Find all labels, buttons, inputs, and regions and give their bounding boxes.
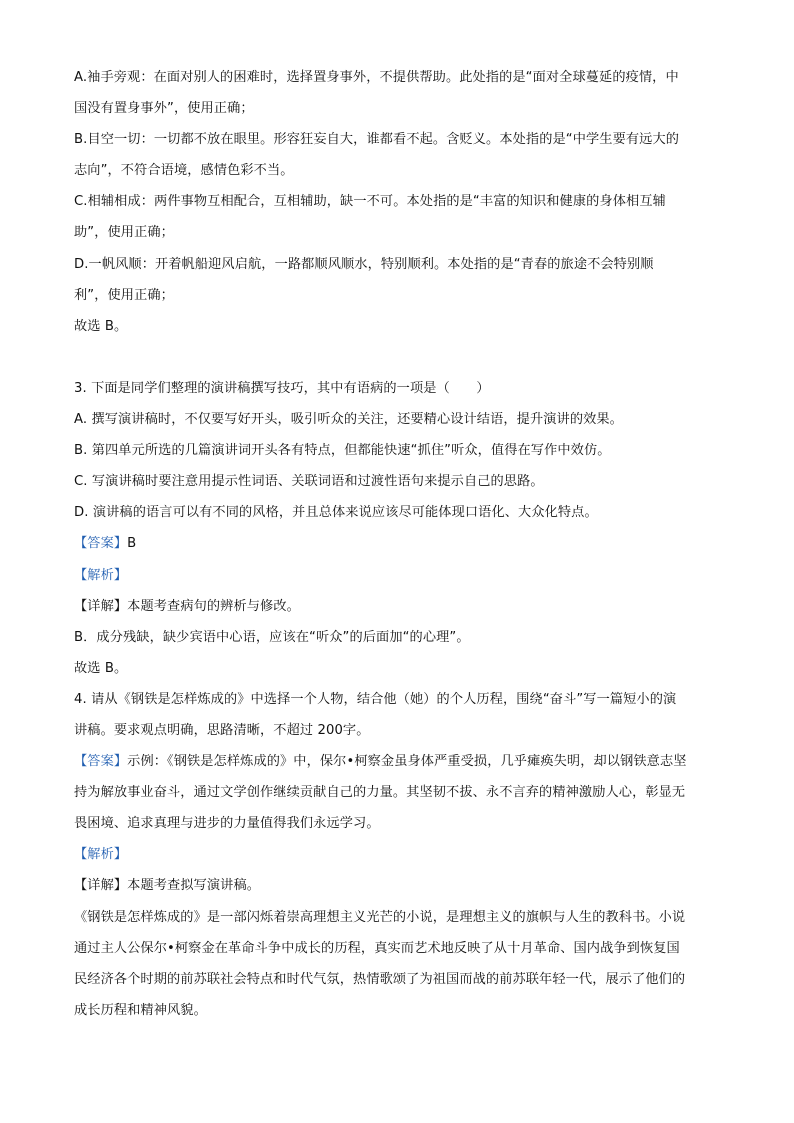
analysis-line-d1: D.一帆风顺：开着帆船迎风启航，一路都顺风顺水，特别顺利。本处指的是“青春的旅途不会特别顺	[74, 256, 654, 272]
q3-option-a: A. 撰写演讲稿时，不仅要写好开头，吸引听众的关注，还要精心设计结语，提升演讲的效果。	[74, 412, 623, 428]
q4-answer-line-1	[74, 746, 724, 777]
q4-detail	[74, 870, 724, 901]
q3-analysis-heading	[74, 560, 724, 591]
detail-tag: 【 详解 】	[74, 878, 127, 893]
analysis-line-c2: 助”，使用正确；	[74, 225, 174, 241]
analysis-tag: 【 解析 】	[74, 568, 127, 583]
q4-analysis-heading	[74, 839, 724, 870]
q3-explanation: B．成分残缺，缺少宾语中心语，应该在“听众”的后面加“的心理”。	[74, 629, 470, 645]
q4-stem-line-2: 讲稿。要求观点明确，思路清晰，不超过 200字。	[74, 722, 370, 738]
answer-tag: 【 答案 】	[74, 536, 127, 551]
answer-value: B	[127, 536, 137, 552]
analysis-line-a2: 国没有置身事外”，使用正确；	[74, 101, 254, 117]
answer-text: 示例：《钢铁是怎样炼成的》中，保尔•柯察金虽身体严重受损，几乎瘫痪失明，却以钢铁意志坚	[127, 754, 687, 770]
analysis-line-b2: 志向”，不符合语境，感情色彩不当。	[74, 163, 294, 179]
q4-body-line-3: 民经济各个时期的前苏联社会特点和时代气氛，热情歌颂了为祖国而战的前苏联年轻一代，展示了他们的	[74, 971, 686, 987]
detail-tag: 【 详解 】	[74, 599, 127, 614]
q3-option-c: C. 写演讲稿时要注意用提示性词语、关联词语和过渡性语句来提示自己的思路。	[74, 474, 544, 490]
q3-option-b: B. 第四单元所选的几篇演讲词开头各有特点，但都能快速“抓住”听众，值得在写作中效仿。	[74, 443, 611, 459]
analysis-line-c1: C.相辅相成：两件事物互相配合，互相辅助，缺一不可。本处指的是“丰富的知识和健康的身体相互辅	[74, 194, 666, 210]
q3-detail	[74, 591, 724, 622]
analysis-tag: 【 解析 】	[74, 847, 127, 862]
q4-body-line-1: 《钢铁是怎样炼成的》是一部闪烁着崇高理想主义光芒的小说，是理想主义的旗帜与人生的教科书。小说	[74, 909, 686, 925]
q4-body-line-2: 通过主人公保尔•柯察金在革命斗争中成长的历程，真实而艺术地反映了从十月革命、国内战争到恢复国	[74, 940, 680, 956]
answer-tag: 【 答案 】	[74, 754, 127, 769]
q3-answer	[74, 528, 724, 559]
document-page	[74, 62, 724, 1026]
detail-text: 本题考查拟写演讲稿。	[127, 878, 261, 894]
q4-answer-line-3: 畏困境、追求真理与进步的力量值得我们永远学习。	[74, 816, 380, 832]
q4-stem-line-1: 4. 请从《钢铁是怎样炼成的》中选择一个人物，结合他（她）的个人历程，围绕“奋斗”写一篇短小的演	[74, 691, 677, 707]
q2-conclusion: 故选 B。	[74, 318, 128, 334]
spacer	[74, 342, 724, 373]
analysis-line-b1: B.目空一切：一切都不放在眼里。形容狂妄自大，谁都看不起。含贬义。本处指的是“中学生要有远大的	[74, 132, 680, 148]
q4-answer-line-2: 持为解放事业奋斗，通过文学创作继续贡献自己的力量。其坚韧不拔、永不言弃的精神激励人心，彰显无	[74, 785, 686, 801]
q3-conclusion: 故选 B。	[74, 660, 128, 676]
q3-stem: 3. 下面是同学们整理的演讲稿撰写技巧，其中有语病的一项是（ ）	[74, 380, 490, 396]
analysis-line-d2: 利”，使用正确；	[74, 287, 174, 303]
q3-option-d: D. 演讲稿的语言可以有不同的风格，并且总体来说应该尽可能体现口语化、大众化特点。	[74, 505, 598, 521]
analysis-line-a1: A.袖手旁观：在面对别人的困难时，选择置身事外，不提供帮助。此处指的是“面对全球蔓延的疫情，中	[74, 70, 679, 85]
detail-text: 本题考查病句的辨析与修改。	[127, 598, 300, 614]
q4-body-line-4: 成长历程和精神风貌。	[74, 1002, 207, 1018]
